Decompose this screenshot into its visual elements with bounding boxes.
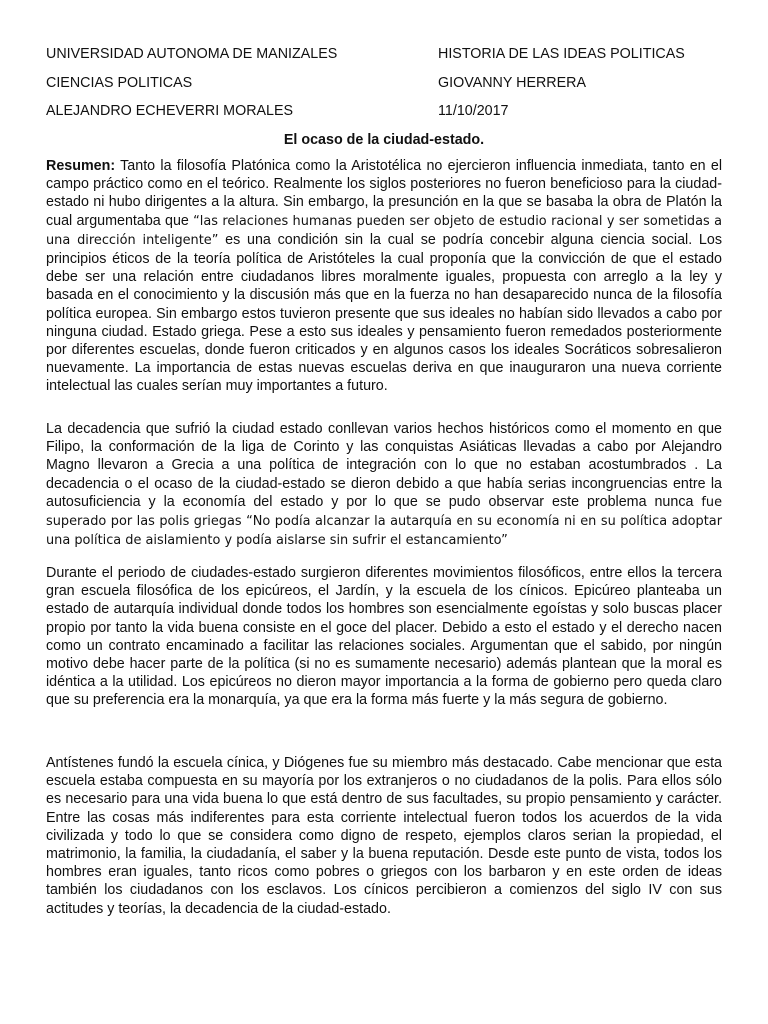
header-program: CIENCIAS POLITICAS [46,75,193,91]
header-university: UNIVERSIDAD AUTONOMA DE MANIZALES [46,46,338,62]
paragraph-epicureans: Durante el periodo de ciudades-estado surgieron diferentes movimientos filosóficos, entre ellos la tercera gran escuela filosófica de los epicúreos, el Jardín, y la escuela de los cínicos. Epicúreo planteaba un estado de autarquía individual donde todos los hombres son esencialmente egoístas y solo buscas placer propio por tanto la vida buena consiste en el goce del placer. Debido a esto el estado y el derecho nacen como un contrato encaminado a facilitar las relaciones sociales. Argumentan que el sabido, por ningún motivo debe hacer parte de la política (si no es sumamente necesario) además plantean que la moral es idéntica a la utilidad. Los epicúreos no dieron mayor importancia a la forma de gobierno pero queda claro que su preferencia era la monarquía, ya que era la forma más fuerte y la más segura de gobierno. [46,565,722,709]
summary-paragraph [46,157,722,396]
header-student: ALEJANDRO ECHEVERRI MORALES [46,103,294,119]
paragraph-decadence-text: La decadencia que sufrió la ciudad estado conllevan varios hechos históricos como el momento en que Filipo, la conformación de la liga de Corinto y las conquistas Asiáticas llevadas a cabo por Alejandro Magno llevaron a Grecia a una política de integración con lo que no estaban acostumbrados . La decadencia o el ocaso de la ciudad-estado se dieron debido a que había serias incongruencias entre la autosuficiencia y la economía del estado y por lo que se pudo observar este problema nunca [46,421,722,510]
header-date: 11/10/2017 [438,103,509,119]
paragraph-decadence [46,420,722,550]
header-course: HISTORIA DE LAS IDEAS POLITICAS [438,46,685,62]
document-title: El ocaso de la ciudad-estado. [283,132,485,148]
summary-quote: “las relaciones humanas pueden ser objeto de estudio racional y ser sometidas a una dirección inteligente” [46,213,722,248]
summary-label: Resumen: [46,158,116,174]
paragraph-cynics: Antístenes fundó la escuela cínica, y Diógenes fue su miembro más destacado. Cabe mencionar que esta escuela estaba compuesta en su mayoría por los extranjeros o no ciudadanos de la polis. Para ellos sólo es necesario para una vida buena lo que está dentro de sus facultades, su propio pensamiento y carácter. Entre las cosas más indiferentes para esta corriente intelectual fueron todos los acuerdos de la vida civilizada y todo lo que se considera como digno de respeto, ejemplos claros serian la propiedad, el matrimonio, la familia, la ciudadanía, el saber y la buena reputación. Desde este punto de vista, todos los hombres eran iguales, tanto ricos como pobres o griegos con los barbaron y en este orden de ideas también los ciudadanos con los esclavos. Los cínicos percibieron a comienzos del siglo IV con sus actitudes y teorías, la decadencia de la ciudad-estado. [46,755,722,917]
paragraph-decadence-quote: fue superado por las polis griegas “No podía alcanzar la autarquía en su economía ni en su política adoptar una política de aislamiento y podía aislarse sin sufrir el estancamiento” [46,494,722,549]
summary-text-2: es una condición sin la cual se podría concebir alguna ciencia social. Los principios éticos de la teoría política de Aristóteles la cual proponía que la convicción de que el estado debe ser una relación entre ciudadanos libres moralmente iguales, propuesta con arreglo a la ley y basada en el conocimiento y la discusión más que en la fuerza no han desaparecido nunca de la filosofía política europea. Sin embargo estos tuvieron presente que sus ideales no habían sido llevados a cabo por ninguna ciudad. Estado griega. Pese a esto sus ideales y pensamiento fueron remedados posteriormente por diferentes escuelas, donde fueron criticados y en algunos casos los ideales Socráticos sobresalieron nuevamente. La importancia de estas nuevas escuelas deriva en que inauguraron una nueva corriente intelectual las cuales serían muy importantes a futuro. [46,231,722,395]
summary-text-1: Tanto la filosofía Platónica como la Aristotélica no ejercieron influencia inmediata, tanto en el campo práctico como en el teórico. Realmente los siglos posteriores no fueron beneficioso para la ciudad-estado ni hubo dirigentes a la altura. Sin embargo, la presunción en la que se basaba la obra de Platón la cual argumentaba que [46,158,722,229]
header-professor: GIOVANNY HERRERA [438,75,587,91]
